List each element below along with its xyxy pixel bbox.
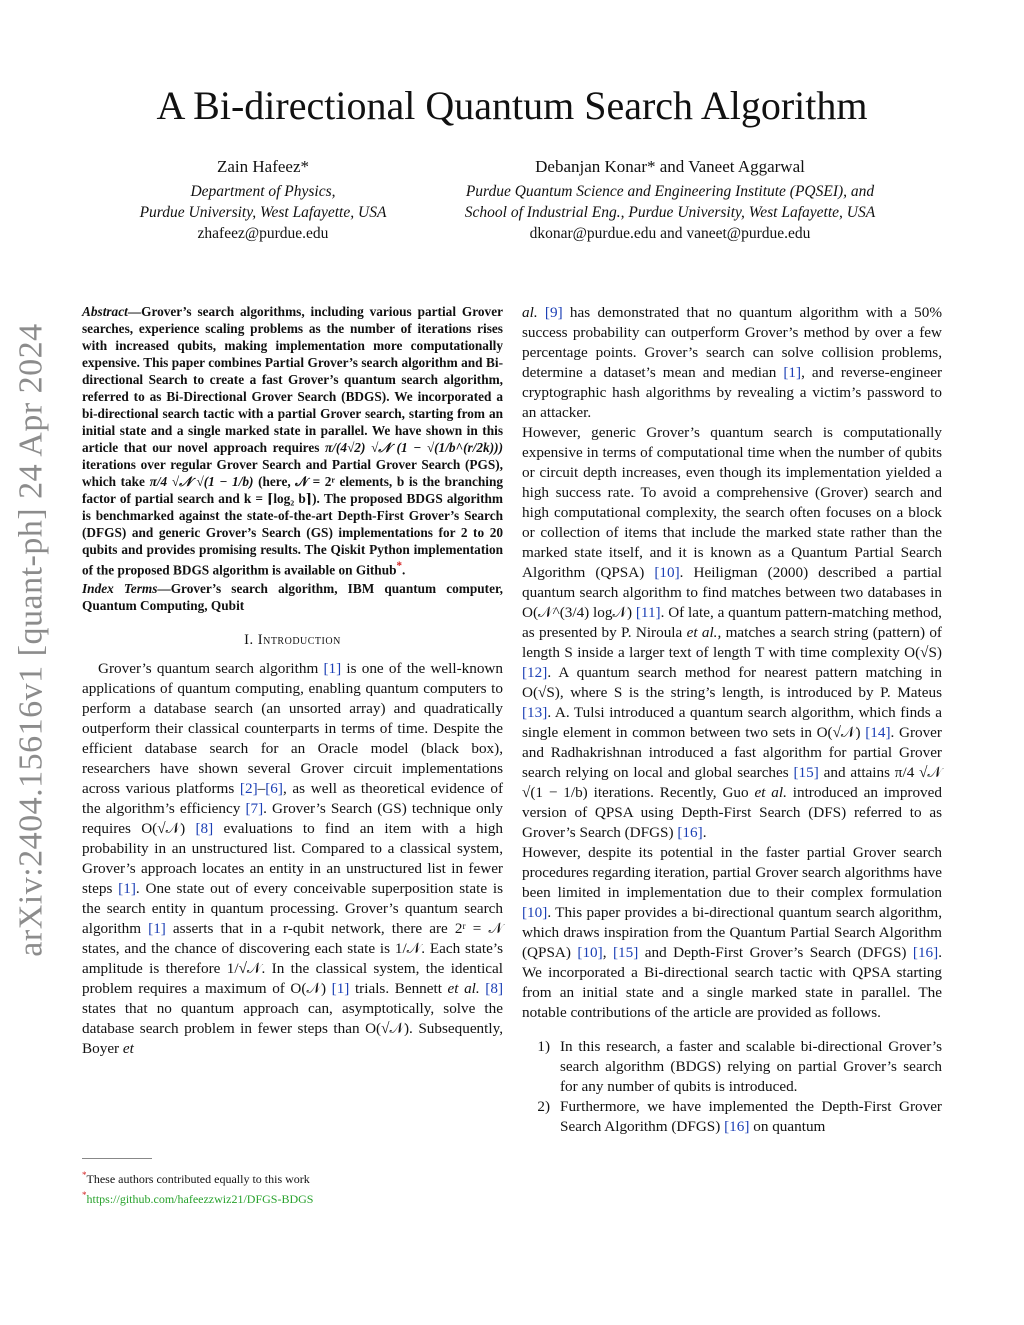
body-text: al. <box>522 304 538 321</box>
body-text: et <box>122 1040 134 1058</box>
citation-link[interactable]: [14] <box>865 724 891 741</box>
citation-link[interactable]: [1] <box>148 920 166 938</box>
body-text: asserts that in a r-qubit network, there are 2ʳ = 𝒩 states, and the chance of discovering each state is 1/𝒩. Each state’s amplitude is therefore 1/√𝒩. In the classical system, the identical problem requires a maximum of O(𝒩) <box>82 920 503 998</box>
body-text: . Grover’s Search (GS) technique only requires O(√𝒩) <box>82 800 503 838</box>
list-number: 2) <box>537 1098 550 1115</box>
citation-link[interactable]: [8] <box>485 980 504 998</box>
list-text: In this research, a faster and scalable bi-directional Grover’s search algorithm (BDGS) relying on partial Grover’s search for any number of qubits is introduced. <box>560 1038 942 1095</box>
author-block-1 <box>108 155 418 244</box>
body-text: trials. Bennett <box>349 980 448 998</box>
body-text: However, generic Grover’s quantum search is computationally expensive in terms of computational time when the number of qubits or circuit depth increases, even though its implementation yielded a high success rate. To avoid a comprehensive (Grover) search and high computational complexity, the search often focuses on a block or collection of items that include the marked state rather than the marked state itself, and it is known as a Quantum Partial Search Algorithm (QPSA) <box>522 424 942 581</box>
intro-paragraph <box>82 659 503 1059</box>
abstract-text: (here, 𝒩 = 2ʳ elements, b is the branching factor of partial search and k = ⌈log₂ b⌉). The proposed BDGS algorithm is benchmarked against the state-of-the-art Depth-First Grover’s Search (DFGS) and generic Grover’s Search (GS) implementations for 2 to 20 qubits and provides promising results. The Qiskit Python implementation of the proposed BDGS algorithm is available on Github <box>82 474 504 578</box>
body-text: – <box>257 780 266 798</box>
left-column <box>82 303 503 1059</box>
citation-link[interactable]: [10] <box>654 564 680 581</box>
body-text: Grover’s quantum search algorithm <box>98 660 324 678</box>
footnote-rule <box>82 1158 152 1159</box>
body-text: . One state out of every conceivable superposition state is the search entity in quantum processing. Grover’s quantum search algorithm <box>82 880 504 938</box>
citation-link[interactable]: [16] <box>912 944 939 961</box>
citation-link[interactable]: [7] <box>245 800 264 818</box>
footnote-mark[interactable]: * <box>396 560 403 572</box>
citation-link[interactable]: [1] <box>118 880 136 898</box>
footnote-mark: * <box>82 1170 87 1180</box>
list-number: 1) <box>537 1038 550 1055</box>
author-affiliation: Purdue University, West Lafayette, USA <box>139 204 387 221</box>
arxiv-stamp-text: arXiv:2404.15616v1 [quant-ph] 24 Apr 2024 <box>13 323 50 957</box>
footnote-2 <box>82 1187 503 1207</box>
body-text: . A. Tulsi introduced a quantum search algorithm, which finds a single element in common between two sets in O(√𝒩) <box>522 704 942 741</box>
body-text: However, despite its potential in the faster partial Grover search procedures regarding iteration, partial Grover search algorithms have been limited in implementation due to their complex formulation <box>522 844 943 901</box>
body-text: introduced an improved version of QPSA using Depth-First Search (DFS) referred to as Grover’s Search (DFGS) <box>522 784 942 841</box>
index-terms-label: Index Terms <box>82 581 158 597</box>
body-text: et al. <box>754 784 787 801</box>
right-column <box>522 303 942 1137</box>
arxiv-stamp <box>10 323 54 957</box>
body-text: , <box>602 944 613 961</box>
section-number: I. <box>244 632 258 649</box>
citation-link[interactable]: [15] <box>793 764 819 781</box>
body-text: on quantum <box>749 1118 826 1135</box>
citation-link[interactable]: [8] <box>195 820 214 838</box>
body-text: , matches a search string (pattern) of length S inside a larger text of length T with time complexity O(√S) <box>522 624 942 661</box>
author-block-2 <box>420 155 920 244</box>
citation-link[interactable]: [6] <box>265 780 283 798</box>
citation-link[interactable]: [16] <box>724 1118 750 1135</box>
section-heading <box>82 630 503 650</box>
citation-link[interactable]: [1] <box>331 980 350 998</box>
abstract-formula: π/(4√2) √𝒩 (1 − √(1/b^(r/2k))) <box>324 440 503 455</box>
footnote-1 <box>82 1167 503 1187</box>
citation-link[interactable]: [10] <box>577 944 603 961</box>
list-item <box>522 1037 942 1097</box>
footnotes <box>82 1167 503 1207</box>
abstract <box>82 303 503 578</box>
index-terms-text: —Grover’s search algorithm, IBM quantum computer, Quantum Computing, Qubit <box>82 581 503 614</box>
body-text: and Depth-First Grover’s Search (DFGS) <box>638 944 913 961</box>
body-text: . <box>702 824 707 841</box>
body-text: . Grover and Radhakrishnan introduced a fast algorithm for partial Grover search relying on local and global searches <box>522 724 942 781</box>
body-text: et al. <box>447 980 480 998</box>
footnote-text: These authors contributed equally to this work <box>86 1172 310 1186</box>
citation-link[interactable]: [16] <box>677 824 703 841</box>
abstract-text: . <box>402 562 406 578</box>
citation-link[interactable]: [11] <box>635 604 661 621</box>
paper-title: A Bi-directional Quantum Search Algorithm <box>156 83 868 128</box>
body-text: . This paper provides a bi-directional quantum search algorithm, which draws inspiration from the Quantum Partial Search Algorithm (QPSA) <box>522 904 942 961</box>
body-paragraph <box>522 423 942 843</box>
body-paragraph <box>522 303 942 423</box>
body-text: states that no quantum approach can, asymptotically, solve the database search problem in fewer steps than O(√𝒩). Subsequently, Boyer <box>82 1000 503 1058</box>
abstract-label: Abstract <box>82 304 128 319</box>
citation-link[interactable]: [1] <box>783 364 802 381</box>
citation-link[interactable]: [1] <box>323 660 342 678</box>
citation-link[interactable]: [2] <box>239 780 258 798</box>
body-text: , as well as theoretical evidence of the algorithm’s efficiency <box>82 780 503 818</box>
contributions-list <box>522 1037 942 1137</box>
section-title: Introduction <box>257 632 341 649</box>
body-text: et al. <box>686 624 718 641</box>
citation-link[interactable]: [13] <box>522 704 548 721</box>
author-affiliation: Purdue Quantum Science and Engineering Institute (PQSEI), and <box>465 183 875 200</box>
abstract-text: —Grover’s search algorithms, including various partial Grover searches, experience scaling problems as the number of iterations rises with increased qubits, making implementation more computationally expensive. This paper combines Partial Grover’s search algorithm and Bi-directional Search to create a fast Grover’s quantum search algorithm, referred to as Bi-Directional Grover Search (BDGS). We incorporated a bi-directional search tactic with a partial Grover search, starting from an initial state and a single marked state in parallel. We have shown in this article that our novel approach requires <box>82 304 503 455</box>
body-text: evaluations to find an item with a high probability in an unstructured list. Compared to a classical system, Grover’s approach locates an entity in an unstructured list in fewer steps <box>82 820 504 898</box>
author-email[interactable]: dkonar@purdue.edu and vaneet@purdue.edu <box>529 225 811 242</box>
index-terms <box>82 580 503 614</box>
list-text <box>560 1097 942 1137</box>
body-text: . Heiligman (2000) described a partial quantum search algorithm to find matches between two databases in O(𝒩^(3/4) log𝒩) <box>522 564 942 621</box>
author-name: Debanjan Konar* and Vaneet Aggarwal <box>535 157 805 176</box>
body-text: , and reverse-engineer cryptographic hash algorithms by revealing a victim’s password to an attacker. <box>522 364 943 421</box>
body-text: Furthermore, we have implemented the Depth-First Grover Search Algorithm (DFGS) <box>560 1098 942 1135</box>
list-item <box>522 1097 942 1137</box>
citation-link[interactable]: [15] <box>612 944 639 961</box>
body-text: and attains π/4 √𝒩 √(1 − 1/b) iterations. Recently, Guo <box>522 764 942 801</box>
author-affiliation: School of Industrial Eng., Purdue University, West Lafayette, USA <box>464 204 876 221</box>
abstract-text: iterations over regular Grover Search and Partial Grover Search (PGS), which take <box>82 457 503 489</box>
author-email[interactable]: zhafeez@purdue.edu <box>197 225 329 242</box>
body-text: . A quantum search method for nearest pattern matching in O(√S), where S is the string’s length, is introduced by P. Mateus <box>522 664 942 701</box>
body-paragraph <box>522 843 942 1023</box>
body-text: . We incorporated a Bi-directional search tactic with QPSA starting from an initial state and a single marked state in parallel. The notable contributions of the article are provided as follows. <box>522 944 942 1021</box>
body-text: has demonstrated that no quantum algorithm with a 50% success probability can outperform Grover’s method by over a few percentage points. Grover’s search can solve collision problems, determine a dataset’s mean and median <box>522 304 943 381</box>
citation-link[interactable]: [10] <box>522 904 548 921</box>
citation-link[interactable]: [12] <box>522 664 548 681</box>
body-text: is one of the well-known applications of quantum computing, enabling quantum computers to perform a database search (an unsorted array) and quadratically outperform their classical counterparts in terms of time. Despite the efficient database search for an Oracle model (black box), researchers have shown several Grover circuit implementations across various platforms <box>82 660 503 798</box>
author-affiliation: Department of Physics, <box>190 183 336 200</box>
author-name: Zain Hafeez* <box>216 157 310 176</box>
abstract-formula: π/4 √𝒩 √(1 − 1/b) <box>149 474 254 489</box>
body-text: . Of late, a quantum pattern-matching method, as presented by P. Niroula <box>522 604 942 641</box>
citation-link[interactable]: [9] <box>544 304 563 321</box>
footnote-mark: * <box>82 1190 87 1200</box>
github-link[interactable]: https://github.com/hafeezzwiz21/DFGS-BDGS <box>86 1192 314 1206</box>
